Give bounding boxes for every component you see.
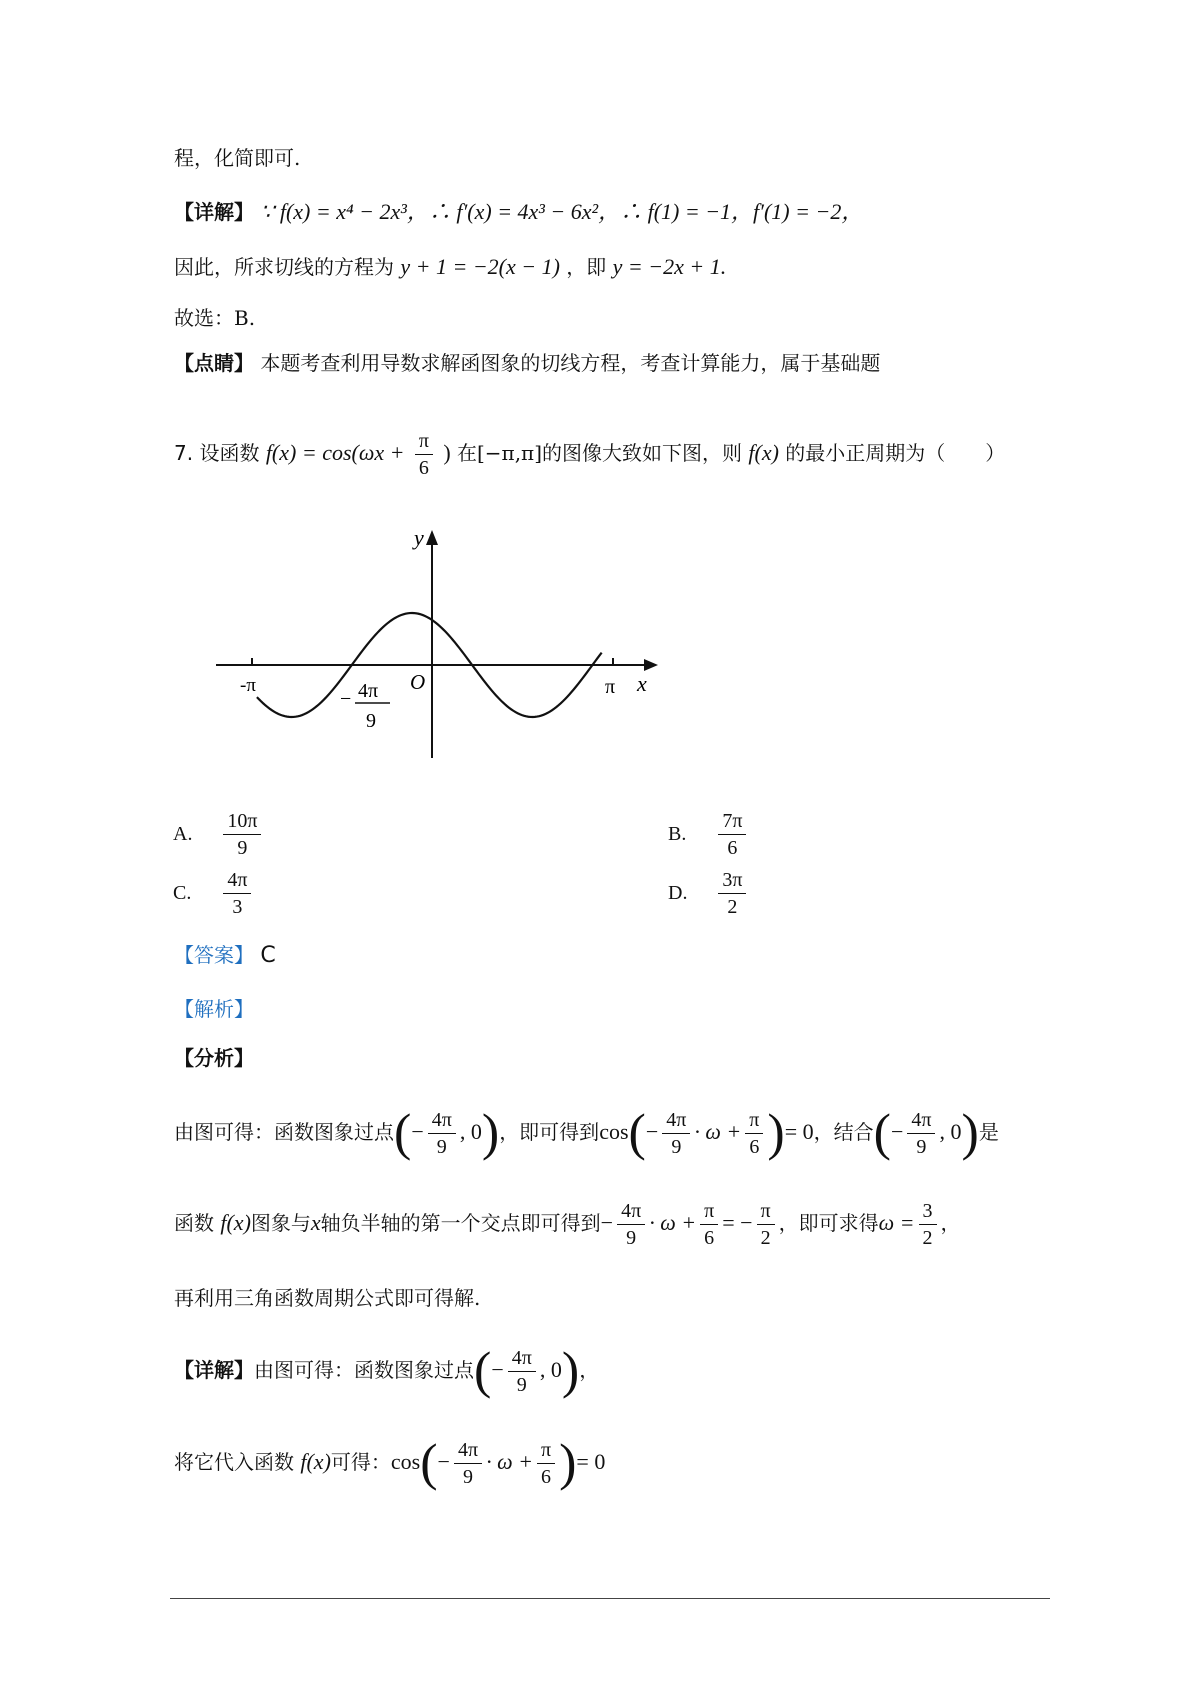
line-1-text: 程，化简即可.: [174, 146, 301, 170]
p5-frac-2-den: 6: [541, 1466, 552, 1488]
question-mid: 在[−π,π]的图像大致如下图，则: [457, 441, 743, 465]
p1-frac-2-den: 9: [671, 1136, 682, 1158]
p2-frac-4: [919, 1198, 937, 1251]
p1-lparen-3: (: [873, 1104, 891, 1162]
paragraph-2: [174, 1193, 961, 1253]
p4-end: ，: [579, 1358, 600, 1382]
p2-sign: −: [600, 1210, 614, 1235]
p5-eq0: = 0: [576, 1449, 606, 1474]
option-a-den: 9: [237, 837, 248, 859]
p2-mid: 图象与: [250, 1211, 311, 1235]
p2-frac-3-num: π: [757, 1198, 775, 1225]
fenxi-line: [174, 1043, 254, 1073]
p2-eq: = −: [722, 1210, 753, 1235]
p2-frac-4-num: 3: [919, 1198, 937, 1225]
p1-frac-2-num: 4π: [662, 1107, 690, 1134]
option-b-value: [718, 808, 746, 861]
comment-text: 本题考查利用导数求解函图象的切线方程，考查计算能力，属于基础题: [260, 351, 881, 375]
p3-text: 再利用三角函数周期公式即可得解.: [174, 1286, 481, 1310]
answer-label: 【答案】: [174, 943, 254, 967]
zero-sign: −: [340, 688, 352, 710]
paragraph-4: [174, 1340, 599, 1400]
line-4: [174, 303, 255, 333]
p1-frac-4: [907, 1107, 935, 1160]
option-c-den: 3: [232, 896, 243, 918]
p5-omega-tail: · ω +: [486, 1449, 533, 1474]
x-axis-arrow: [644, 659, 658, 671]
fenxi-label: 【分析】: [174, 1046, 254, 1070]
p5-cos: cos: [390, 1449, 421, 1474]
option-b-num: 7π: [718, 808, 746, 835]
p1-frac-1-num: 4π: [428, 1107, 456, 1134]
paragraph-5: [174, 1432, 605, 1492]
p2-frac-1-num: 4π: [617, 1198, 645, 1225]
p2-frac-4-den: 2: [922, 1227, 933, 1249]
p1-frac-1-den: 9: [436, 1136, 447, 1158]
origin-label: O: [410, 670, 426, 694]
p1-rparen-2: ): [767, 1104, 785, 1162]
p5-frac-1-num: 4π: [454, 1437, 482, 1464]
line-2: [174, 197, 863, 227]
analysis-line: [174, 994, 254, 1024]
p2-omega: ω =: [878, 1210, 915, 1235]
p2-frac-3: [757, 1198, 775, 1251]
line-1: [174, 143, 300, 173]
detail-label: 【详解】: [174, 200, 254, 224]
derivative-math: ∵ f(x) = x⁴ − 2x³，∴ f′(x) = 4x³ − 6x²，∴ f(1) = −1，f′(1) = −2，: [260, 199, 864, 224]
line-3: [174, 252, 726, 282]
line-4-text: 故选：B.: [174, 306, 256, 330]
p2-frac-3-den: 2: [760, 1227, 771, 1249]
p1-sign-3: −: [890, 1119, 904, 1144]
comment-label: 【点睛】: [174, 351, 254, 375]
p1-frac-4-num: 4π: [907, 1107, 935, 1134]
y-label: y: [414, 525, 424, 550]
p1-pre: 由图可得：函数图象过点: [174, 1120, 394, 1144]
p4-text: 由图可得：函数图象过点: [254, 1358, 474, 1382]
p1-rparen-1: ): [481, 1104, 500, 1162]
tangent-result: y = −2x + 1.: [612, 254, 727, 279]
p2-frac-1: [617, 1198, 645, 1251]
question-fx: f(x): [748, 440, 779, 465]
option-a-value: [223, 808, 261, 861]
option-d-den: 2: [727, 896, 738, 918]
p4-frac: [508, 1345, 536, 1398]
p1-frac-3-den: 6: [749, 1136, 760, 1158]
tangent-equation: y + 1 = −2(x − 1): [400, 254, 560, 279]
paragraph-1: [174, 1102, 999, 1162]
p1-frac-4-den: 9: [916, 1136, 927, 1158]
line-3-text-pre: 因此，所求切线的方程为: [174, 255, 394, 279]
p5-pre: 将它代入函数: [174, 1450, 294, 1474]
line-3-text-mid: ，即: [566, 255, 607, 279]
p1-lparen-2: (: [628, 1104, 646, 1162]
p5-frac-1: [454, 1437, 482, 1490]
p1-tail-2: , 0: [939, 1119, 962, 1144]
question-pi-over-6: [415, 428, 433, 481]
option-d-num: 3π: [718, 867, 746, 894]
p2-mid2: 轴负半轴的第一个交点即可得到: [320, 1211, 601, 1235]
p5-fx: f(x): [300, 1449, 331, 1474]
question-pre: 设函数: [199, 441, 260, 465]
p5-frac-2-num: π: [537, 1437, 555, 1464]
p1-sign-2: −: [645, 1119, 659, 1144]
option-b-label: B.: [668, 823, 687, 845]
p2-pre: 函数: [174, 1211, 214, 1235]
paragraph-3: [174, 1283, 480, 1313]
frac-den: 6: [418, 457, 429, 479]
question-post: 的最小正周期为（ ）: [785, 441, 1006, 465]
option-d[interactable]: [668, 867, 750, 920]
p2-x: x: [310, 1210, 321, 1235]
p2-tail: ，即可求得: [778, 1211, 879, 1235]
p1-omega-tail: · ω +: [694, 1119, 742, 1144]
p5-sign: −: [437, 1449, 450, 1474]
zero-den: 9: [366, 710, 376, 732]
p4-frac-num: 4π: [508, 1345, 536, 1372]
neg-pi-label: -π: [240, 675, 256, 696]
x-label: x: [637, 671, 647, 696]
p2-frac-2-num: π: [700, 1198, 718, 1225]
cosine-graph: [200, 515, 670, 775]
question-function: f(x) = cos(ωx +: [265, 440, 405, 465]
option-c-num: 4π: [223, 867, 251, 894]
pi-label: π: [605, 676, 616, 698]
option-a-num: 10π: [223, 808, 261, 835]
p2-frac-1-den: 9: [626, 1227, 637, 1249]
p1-frac-2: [662, 1107, 690, 1160]
p2-frac-2: [700, 1198, 718, 1251]
p4-rparen: ): [561, 1342, 580, 1400]
y-axis-arrow: [426, 530, 438, 545]
option-c-value: [223, 867, 251, 920]
option-b[interactable]: [668, 808, 750, 861]
option-d-label: D.: [668, 882, 688, 904]
p1-lparen-1: (: [394, 1104, 412, 1162]
p2-frac-2-den: 6: [704, 1227, 715, 1249]
p1-end: 是: [978, 1120, 999, 1144]
p4-label: 【详解】: [174, 1358, 254, 1382]
p1-frac-3-num: π: [745, 1107, 763, 1134]
p4-tail: , 0: [539, 1357, 562, 1382]
option-a-label: A.: [173, 823, 193, 845]
question-7: [174, 428, 1005, 481]
p5-post: 可得：: [330, 1450, 391, 1474]
answer-value: C: [260, 943, 276, 968]
p1-mid: ，即可得到: [499, 1120, 600, 1144]
p1-sign-1: −: [411, 1119, 424, 1144]
p2-end: ，: [940, 1211, 961, 1235]
p1-cos: cos: [599, 1119, 629, 1144]
option-c[interactable]: [173, 867, 255, 920]
option-b-den: 6: [727, 837, 738, 859]
line-5: [174, 348, 880, 378]
option-c-label: C.: [173, 882, 192, 904]
p4-frac-den: 9: [516, 1374, 527, 1396]
analysis-label: 【解析】: [174, 997, 254, 1021]
p1-frac-1: [428, 1107, 456, 1160]
question-number: 7.: [174, 441, 194, 465]
p4-lparen: (: [474, 1342, 492, 1400]
p2-omega-tail: · ω +: [649, 1210, 697, 1235]
p1-rparen-3: ): [961, 1104, 979, 1162]
p4-sign: −: [491, 1357, 504, 1382]
p2-fx: f(x): [220, 1210, 251, 1235]
footer-divider: [170, 1598, 1050, 1599]
p1-frac-3: [745, 1107, 763, 1160]
p5-frac-1-den: 9: [463, 1466, 474, 1488]
p1-tail-1: , 0: [459, 1119, 482, 1144]
frac-num: π: [415, 428, 433, 455]
p1-eq0: = 0: [784, 1119, 814, 1144]
p5-frac-2: [537, 1437, 555, 1490]
answer-line: [174, 940, 276, 971]
p5-lparen: (: [420, 1434, 438, 1492]
question-close-paren: ): [443, 440, 451, 465]
option-d-value: [718, 867, 746, 920]
p1-join: ，结合: [813, 1120, 874, 1144]
zero-num: 4π: [358, 680, 379, 702]
p5-rparen: ): [559, 1434, 577, 1492]
option-a[interactable]: [173, 808, 265, 861]
